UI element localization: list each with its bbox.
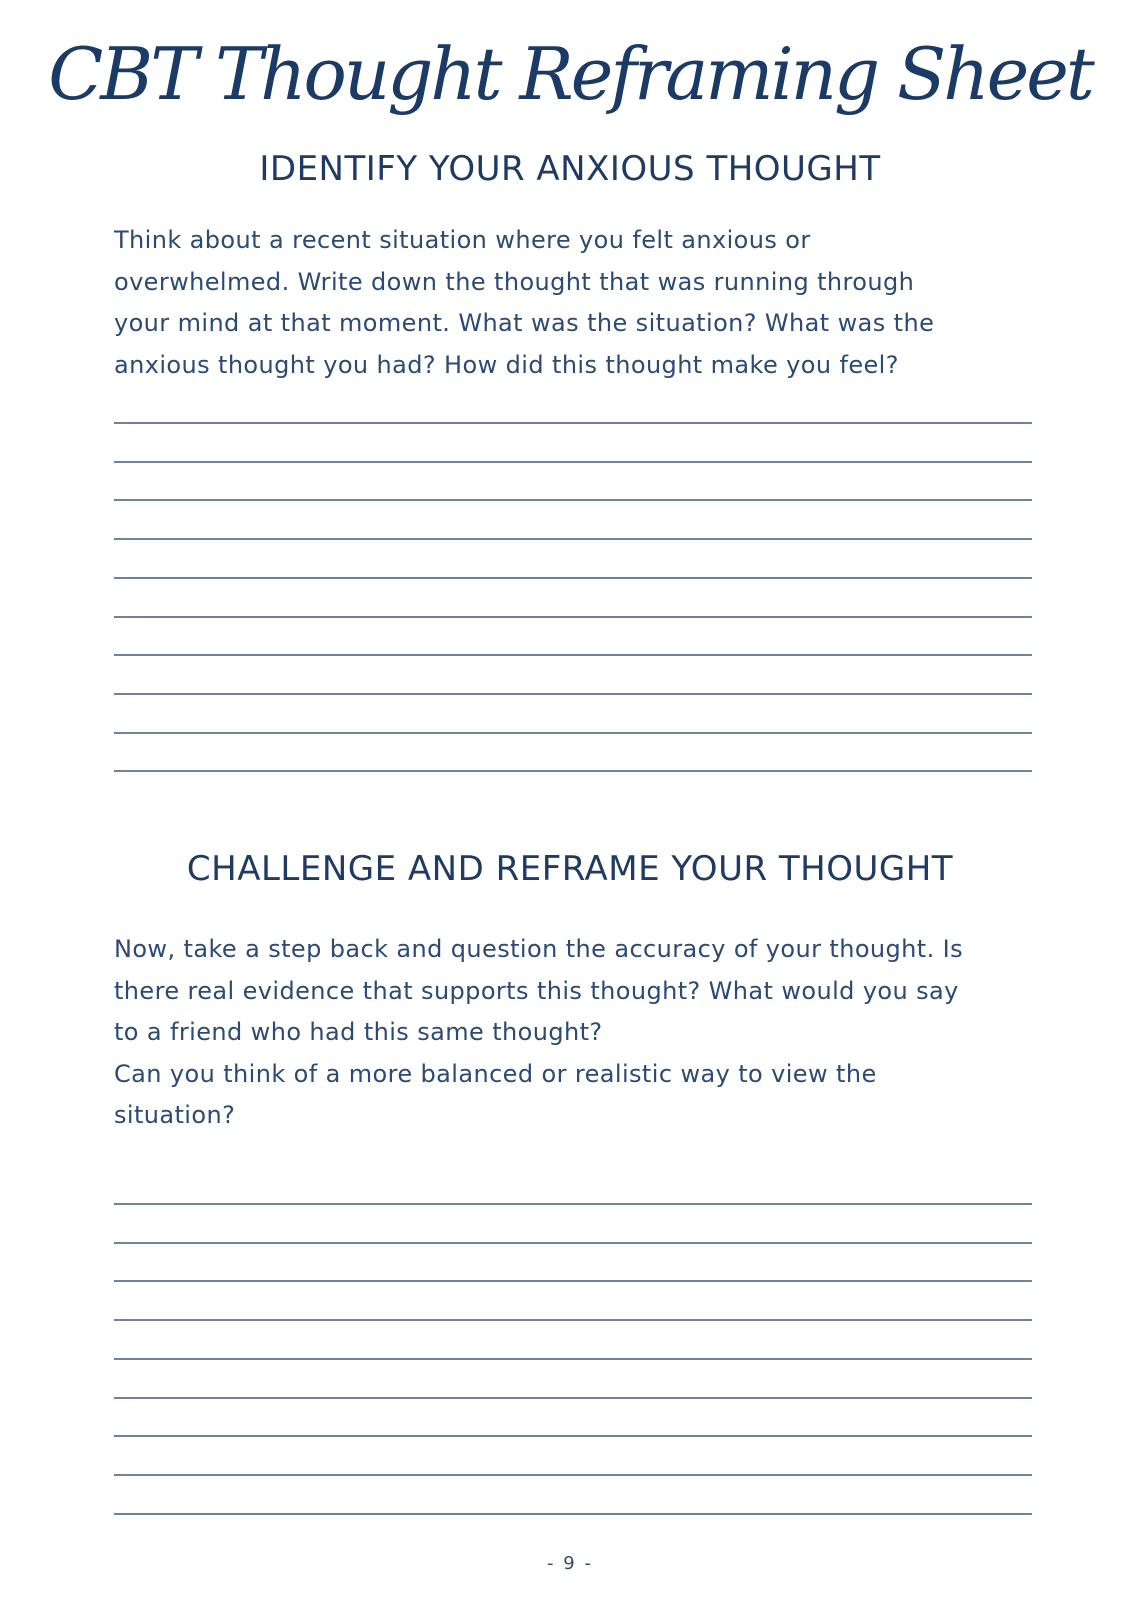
instruction-line: overwhelmed. Write down the thought that was running through [114, 267, 915, 296]
instruction-line: Think about a recent situation where you felt anxious or [114, 226, 811, 254]
instruction-line: Can you think of a more balanced or realistic way to view the [114, 1059, 877, 1088]
writing-line[interactable] [114, 538, 1032, 540]
writing-line[interactable] [114, 1319, 1032, 1321]
writing-line[interactable] [114, 1474, 1032, 1476]
section-heading-identify: IDENTIFY YOUR ANXIOUS THOUGHT [259, 149, 881, 189]
writing-line[interactable] [114, 1242, 1032, 1244]
section-instructions-challenge [114, 929, 1034, 1137]
instruction-line: there real evidence that supports this thought? What would you say [114, 976, 959, 1005]
writing-line[interactable] [114, 1358, 1032, 1360]
instruction-line: anxious thought you had? How did this thought make you feel? [114, 350, 899, 379]
writing-line[interactable] [114, 770, 1032, 772]
instruction-line: Now, take a step back and question the accuracy of your thought. Is [114, 935, 964, 963]
writing-line[interactable] [114, 422, 1032, 424]
writing-line[interactable] [114, 1397, 1032, 1399]
writing-line[interactable] [114, 1435, 1032, 1437]
writing-line[interactable] [114, 654, 1032, 656]
writing-line[interactable] [114, 693, 1032, 695]
writing-line[interactable] [114, 1513, 1032, 1515]
section-heading-challenge: CHALLENGE AND REFRAME YOUR THOUGHT [186, 849, 954, 889]
instruction-line: your mind at that moment. What was the situation? What was the [114, 309, 935, 337]
writing-line[interactable] [114, 499, 1032, 501]
instruction-line: to a friend who had this same thought? [114, 1018, 603, 1046]
instruction-line: situation? [114, 1101, 236, 1129]
writing-line[interactable] [114, 616, 1032, 618]
page-title: CBT Thought Reframing Sheet [48, 32, 1092, 116]
section-instructions-identify [114, 220, 1034, 386]
writing-line[interactable] [114, 577, 1032, 579]
writing-line[interactable] [114, 1203, 1032, 1205]
writing-line[interactable] [114, 461, 1032, 463]
writing-line[interactable] [114, 732, 1032, 734]
page-number: - 9 - [547, 1553, 593, 1574]
writing-line[interactable] [114, 1280, 1032, 1282]
